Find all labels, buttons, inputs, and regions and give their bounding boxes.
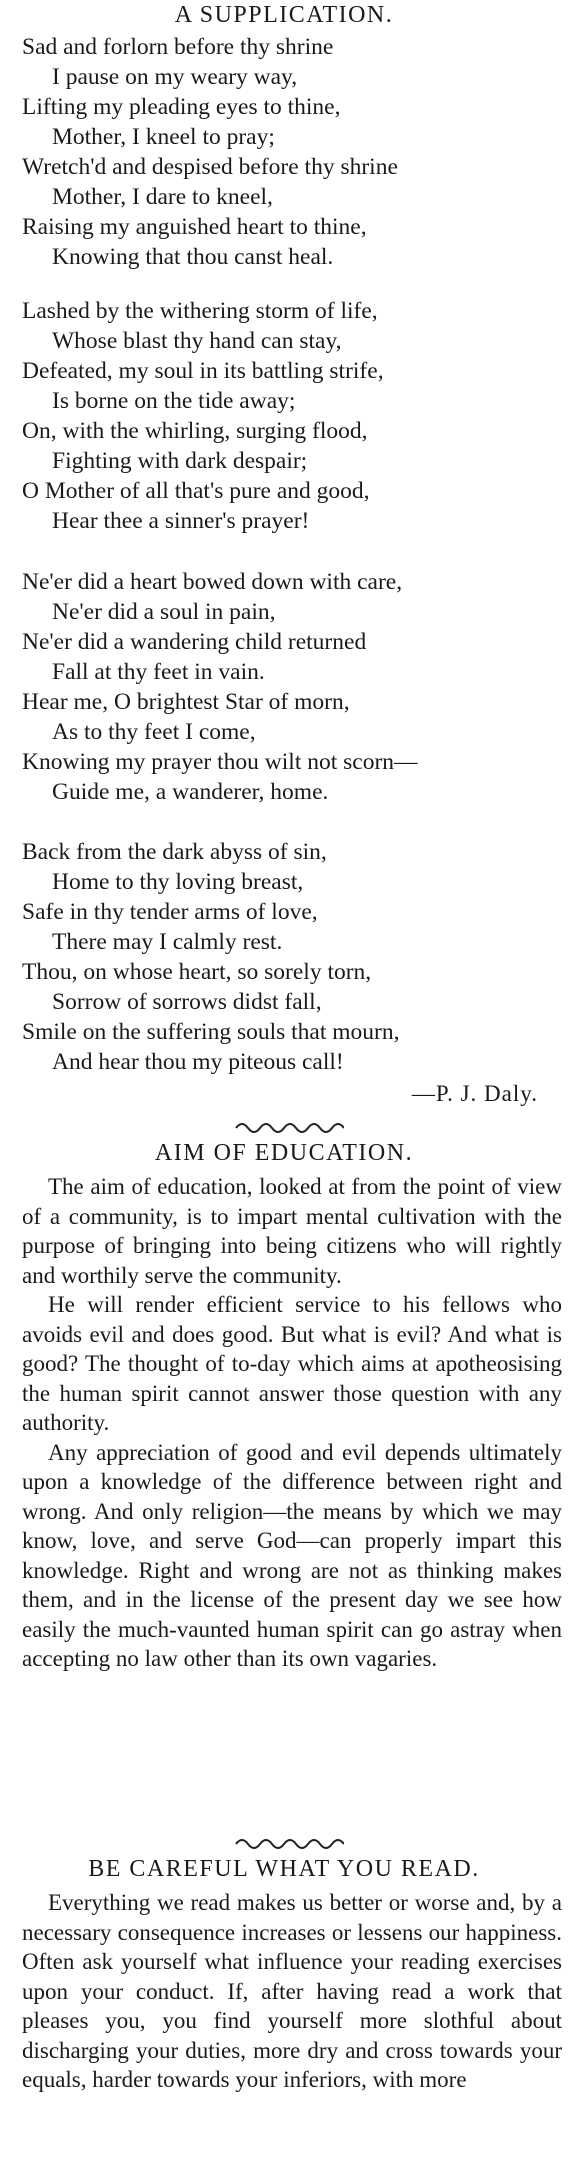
article-title-careful: BE CAREFUL WHAT YOU READ. [88,1856,480,1882]
poem-line: Ne'er did a wandering child returned [22,629,367,655]
poem-line: Wretch'd and despised before thy shrine [22,154,398,180]
poem-line: Hear me, O brightest Star of morn, [22,689,350,715]
poem-line: There may I calmly rest. [52,929,283,955]
poem-line: Guide me, a wanderer, home. [52,779,329,805]
poem-line: Lifting my pleading eyes to thine, [22,94,341,120]
poem-line: Fall at thy feet in vain. [52,659,265,685]
poem-title: A SUPPLICATION. [174,2,394,28]
poem-line: Hear thee a sinner's prayer! [52,508,310,534]
poem-line: Knowing my prayer thou wilt not scorn— [22,749,418,775]
ornament-divider-icon [234,1836,344,1852]
poem-stanza-4 [22,837,562,1077]
poem-line: And hear thou my piteous call! [52,1049,344,1075]
poem-line: Whose blast thy hand can stay, [52,328,342,354]
article-paragraph: He will render efficient service to his fellows who avoids evil and does good. But what is evil? And what is good? The thought of to-day which aims at apotheosising the human spirit cannot answer those question with any authority. [22,1292,562,1435]
poem-line: Sorrow of sorrows didst fall, [52,989,322,1015]
poem-line: Knowing that thou canst heal. [52,244,334,270]
article-paragraph: Any appreciation of good and evil depends ultimately upon a knowledge of the difference between right and wrong. And only religion—the means by which we may know, love, and serve God—can properly impart this knowledge. Right and wrong are not as thinking makes them, and in the license of the present day we see how easily the much-vaunted human spirit can go astray when accepting no law other than its own vagaries. [22,1439,562,1671]
poem-line: O Mother of all that's pure and good, [22,478,370,504]
poem-line: Fighting with dark despair; [52,448,308,474]
poem-line: Back from the dark abyss of sin, [22,839,327,865]
poem-line: Thou, on whose heart, so sorely torn, [22,959,372,985]
poem-signature: —P. J. Daly. [411,1081,538,1106]
poem-line: As to thy feet I come, [52,719,256,745]
poem-line: I pause on my weary way, [52,64,298,90]
poem-line: Lashed by the withering storm of life, [22,298,378,324]
poem-line: Ne'er did a soul in pain, [52,599,276,625]
poem-line: Is borne on the tide away; [52,388,296,414]
poem-line: Mother, I dare to kneel, [52,184,273,210]
poem-line: Sad and forlorn before thy shrine [22,34,334,60]
article-paragraph: The aim of education, looked at from the point of view of a community, is to impart mental cultivation with the purpose of bringing into being citizens who will rightly and worthily serve the community. [22,1174,562,1288]
poem-line: Defeated, my soul in its battling strife, [22,358,384,384]
poem-stanza-1 [22,32,562,272]
article-aim-body [22,1172,562,1674]
poem-line: Smile on the suffering souls that mourn, [22,1019,400,1045]
poem-stanza-2 [22,296,562,536]
article-title-aim: AIM OF EDUCATION. [154,1140,414,1166]
poem-line: On, with the whirling, surging flood, [22,418,368,444]
poem-line: Safe in thy tender arms of love, [22,899,318,925]
article-careful-body [22,1888,562,2095]
poem-stanza-3 [22,567,562,807]
poem-line: Mother, I kneel to pray; [52,124,275,150]
ornament-divider-icon [234,1120,344,1136]
poem-line: Home to thy loving breast, [52,869,304,895]
poem-line: Ne'er did a heart bowed down with care, [22,569,403,595]
poem-line: Raising my anguished heart to thine, [22,214,367,240]
article-paragraph: Everything we read makes us better or worse and, by a necessary consequence increases or lessens our happiness. Often ask yourself what influence your reading exercises upon your conduct. If, after having read a work that pleases you, you find yourself more slothful about discharging your duties, more dry and cross towards your equals, harder towards your inferiors, with more [22,1890,562,2092]
